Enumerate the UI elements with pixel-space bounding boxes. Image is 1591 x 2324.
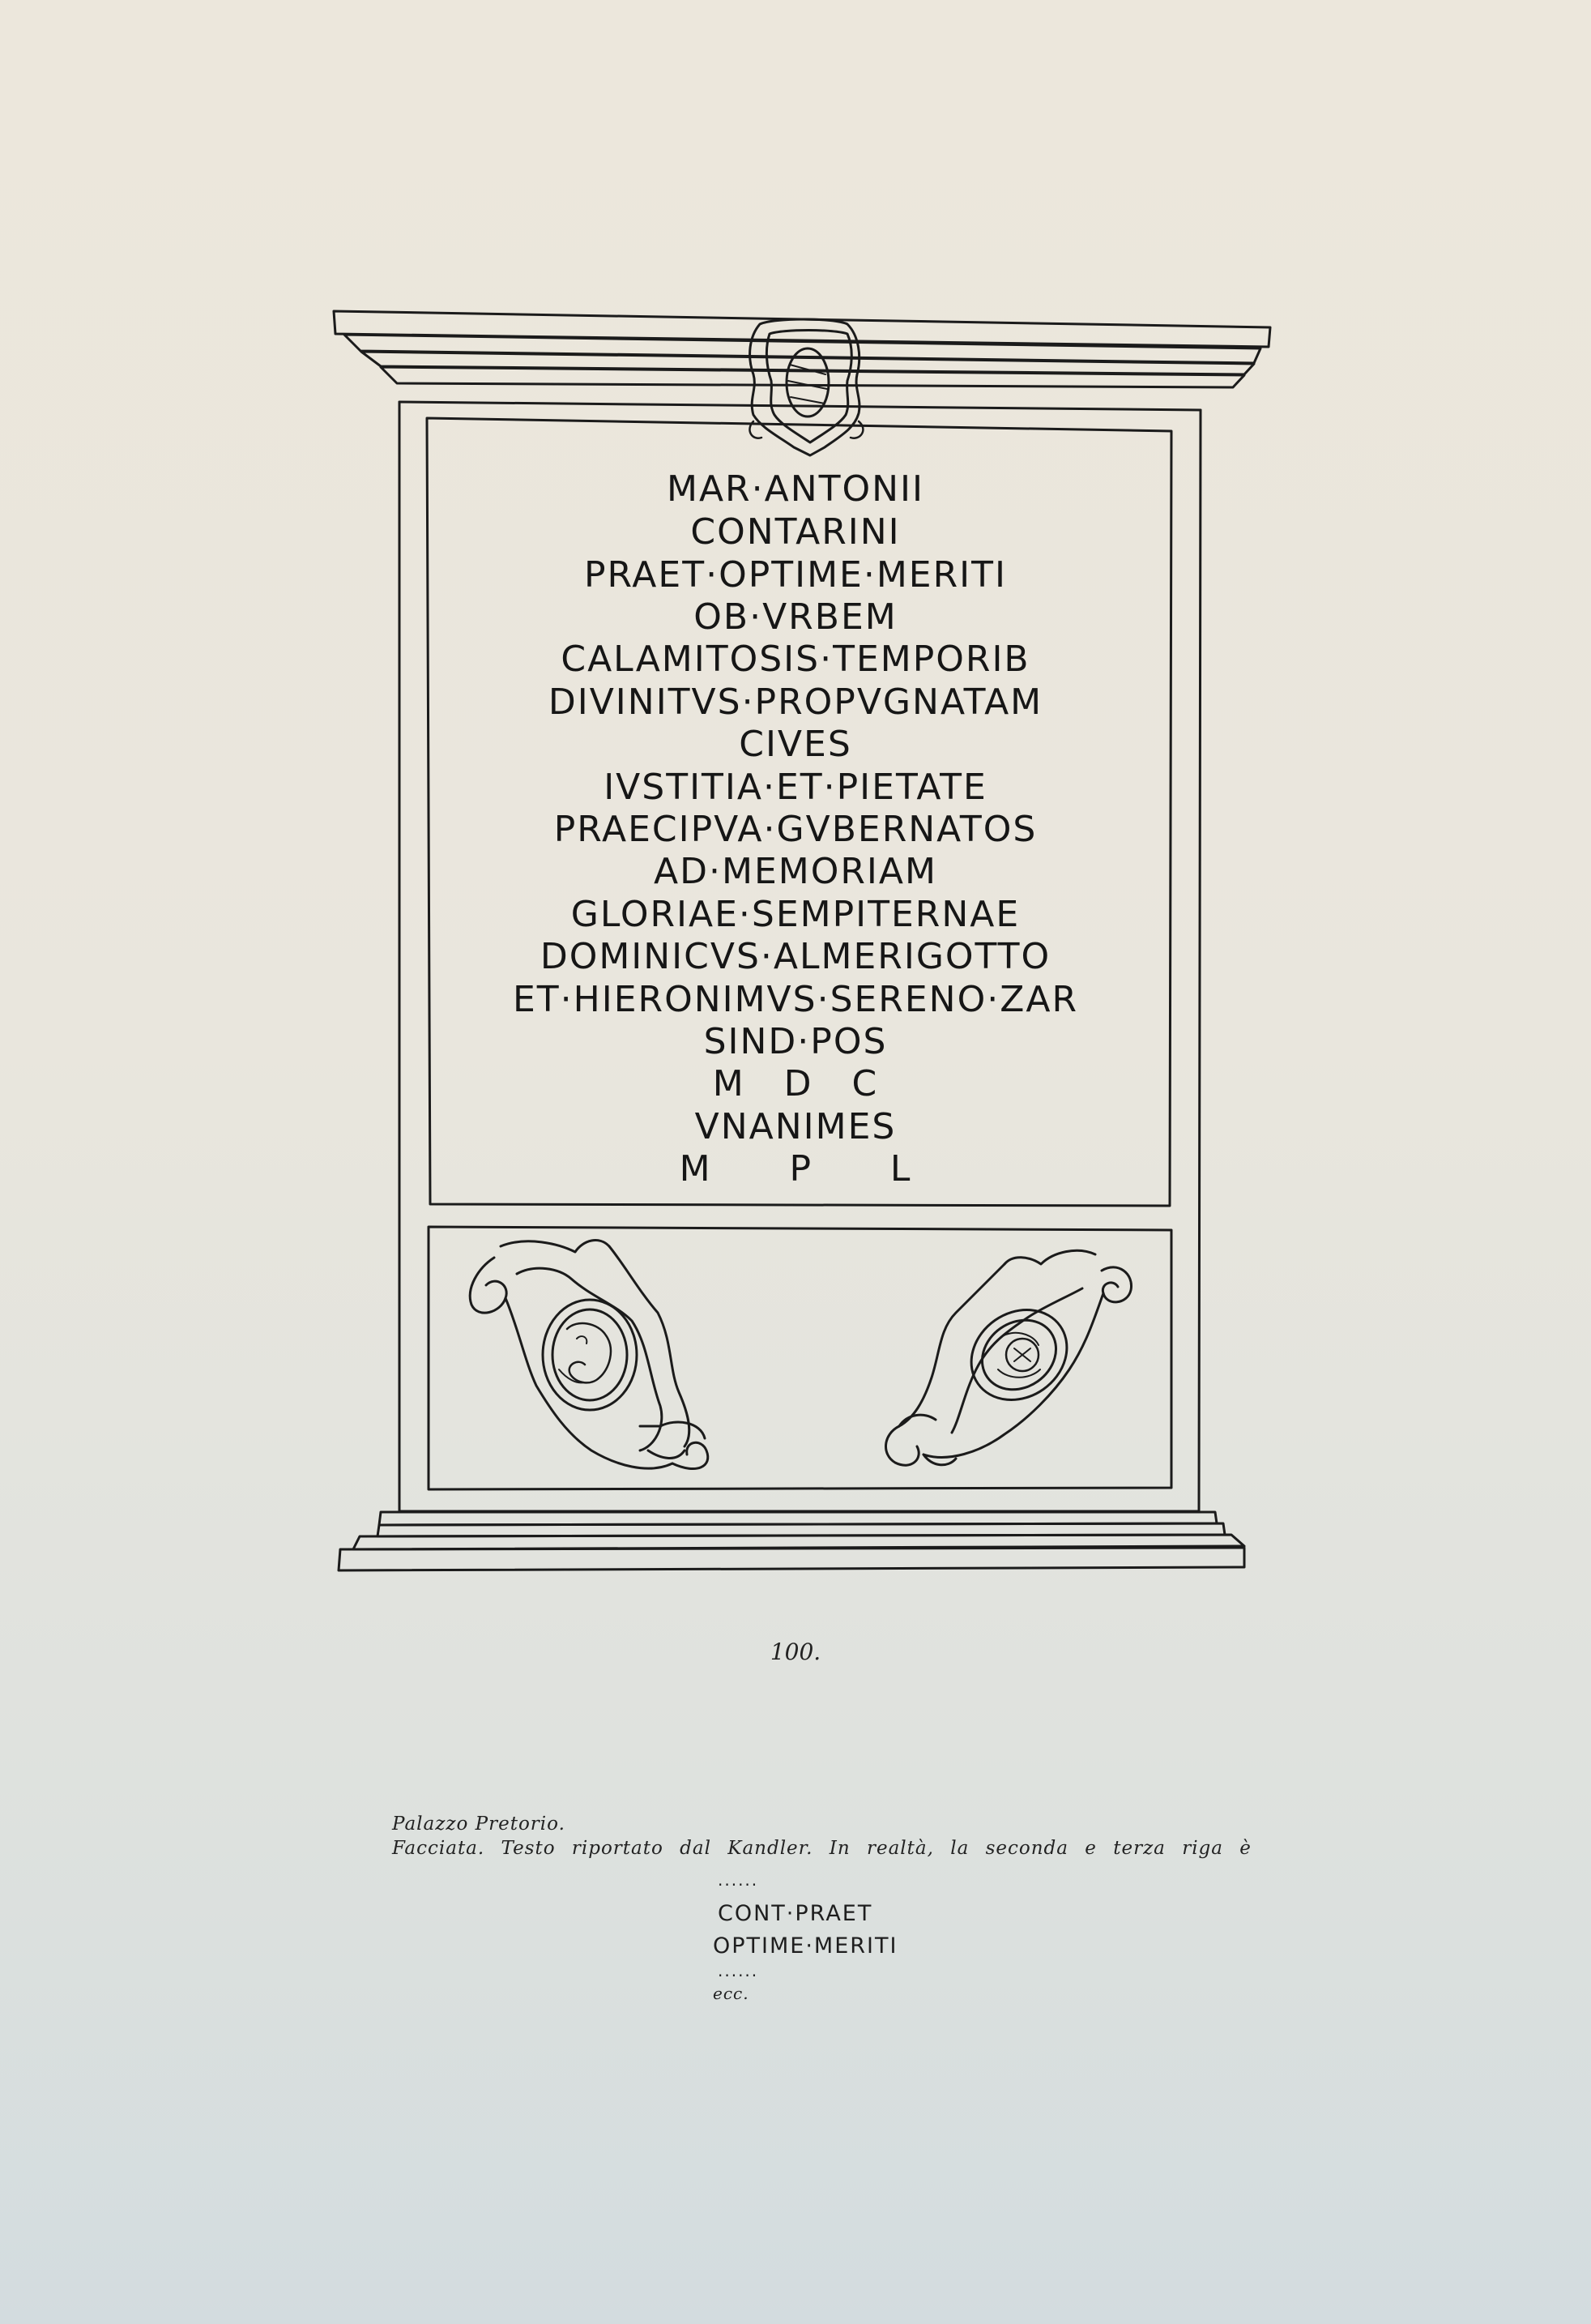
- inscription-line: M P L: [679, 1148, 912, 1190]
- inscription-line: CIVES: [739, 724, 852, 765]
- caption-title: Palazzo Pretorio.: [392, 1813, 565, 1835]
- inscription-line: ET·HIERONIMVS·SERENO·ZAR: [512, 979, 1079, 1020]
- page-number: 100.: [770, 1638, 821, 1665]
- inscription-line: MAR·ANTONII: [666, 468, 924, 510]
- right-cartouche-icon: [886, 1250, 1132, 1465]
- inscription-line: CALAMITOSIS·TEMPORIB: [561, 639, 1030, 680]
- inscription-line: SIND·POS: [703, 1021, 888, 1062]
- correction-dots-top: ......: [718, 1870, 759, 1890]
- inscription-line: M D C: [712, 1063, 879, 1104]
- inscription-line: OB·VRBEM: [693, 596, 898, 638]
- inscription-line: GLORIAE·SEMPITERNAE: [570, 894, 1021, 935]
- inscription-line: IVSTITIA·ET·PIETATE: [604, 767, 987, 808]
- caption-note: Facciata. Testo riportato dal Kandler. In realtà, la seconda e terza riga è: [392, 1838, 1252, 1859]
- relief-panel: [429, 1227, 1171, 1489]
- inscription-line: PRAET·OPTIME·MERITI: [583, 554, 1008, 596]
- left-cartouche-icon: [470, 1241, 708, 1469]
- inscription-line: CONTARINI: [690, 511, 901, 553]
- inscription-line: DIVINITVS·PROPVGNATAM: [548, 681, 1043, 723]
- inscription-line: DOMINICVS·ALMERIGOTTO: [540, 936, 1051, 977]
- correction-line-b: OPTIME·MERITI: [713, 1933, 898, 1959]
- correction-dots-bottom: ......: [718, 1961, 759, 1980]
- inscription-line: PRAECIPVA·GVBERNATOS: [553, 809, 1038, 850]
- inscription-line: VNANIMES: [694, 1106, 897, 1147]
- correction-line-a: CONT·PRAET: [718, 1901, 873, 1926]
- stele-base: [339, 1512, 1244, 1570]
- correction-ecc: ecc.: [713, 1984, 749, 2003]
- inscription-line: AD·MEMORIAM: [654, 851, 937, 892]
